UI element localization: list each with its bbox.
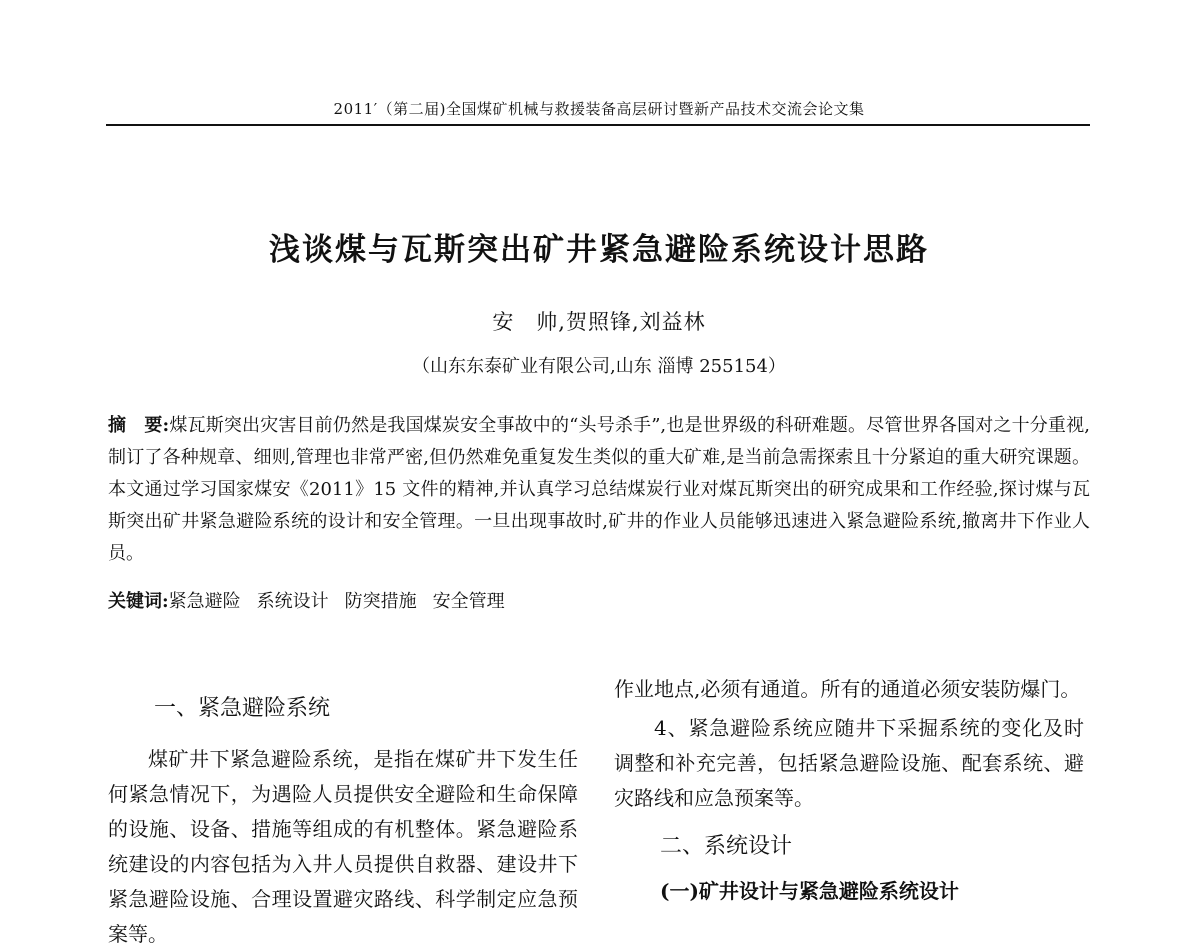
body-paragraph: 4、紧急避险系统应随井下采掘系统的变化及时调整和补充完善，包括紧急避险设施、配套系统、避灾路线和应急预案等。 — [614, 716, 1084, 810]
keywords-label: 关键词: — [108, 591, 169, 612]
keyword-item: 紧急避险 — [168, 591, 241, 612]
abstract — [108, 410, 1090, 570]
section-heading: 一、紧急避险系统 — [154, 696, 331, 721]
section-heading: 二、系统设计 — [660, 834, 793, 859]
authors: 安 帅,贺照锋,刘益林 — [492, 310, 706, 334]
left-column — [108, 692, 578, 952]
keyword-item: 防突措施 — [344, 591, 417, 612]
paper-title: 浅谈煤与瓦斯突出矿井紧急避险系统设计思路 — [269, 232, 929, 268]
header-rule — [106, 124, 1090, 126]
body-paragraph: 煤矿井下紧急避险系统，是指在煤矿井下发生任何紧急情况下，为遇险人员提供安全避险和生命保障的设施、设备、措施等组成的有机整体。紧急避险系统建设的内容包括为入井人员提供自救器、建设井下紧急避险设施、合理设置避灾路线、科学制定应急预案等。 — [108, 747, 578, 946]
keyword-item: 系统设计 — [256, 591, 329, 612]
abstract-text: 煤瓦斯突出灾害目前仍然是我国煤炭安全事故中的“头号杀手”,也是世界级的科研难题。尽管世界各国对之十分重视,制订了各种规章、细则,管理也非常严密,但仍然难免重复发生类似的重大矿难,是当前急需探索且十分紧迫的重大研究课题。本文通过学习国家煤安《2011》15 文件的精神,并认真学习总结煤炭行业对煤瓦斯突出的研究成果和工作经验,探讨煤与瓦斯突出矿井紧急避险系统的设计和安全管理。一旦出现事故时,矿井的作业人员能够迅速进入紧急避险系统,撤离井下作业人员。 — [108, 415, 1090, 564]
abstract-label: 摘 要: — [108, 415, 170, 436]
keyword-item: 安全管理 — [432, 591, 505, 612]
affiliation: （山东东泰矿业有限公司,山东 淄博 255154） — [412, 356, 786, 377]
right-column — [614, 672, 1084, 909]
subsection-heading: (一)矿井设计与紧急避险系统设计 — [660, 879, 959, 903]
running-header: 2011′（第二届)全国煤矿机械与救援装备高层研讨暨新产品技术交流会论文集 — [333, 100, 865, 118]
keywords — [108, 586, 1090, 618]
body-paragraph: 作业地点,必须有通道。所有的通道必须安装防爆门。 — [614, 677, 1081, 701]
